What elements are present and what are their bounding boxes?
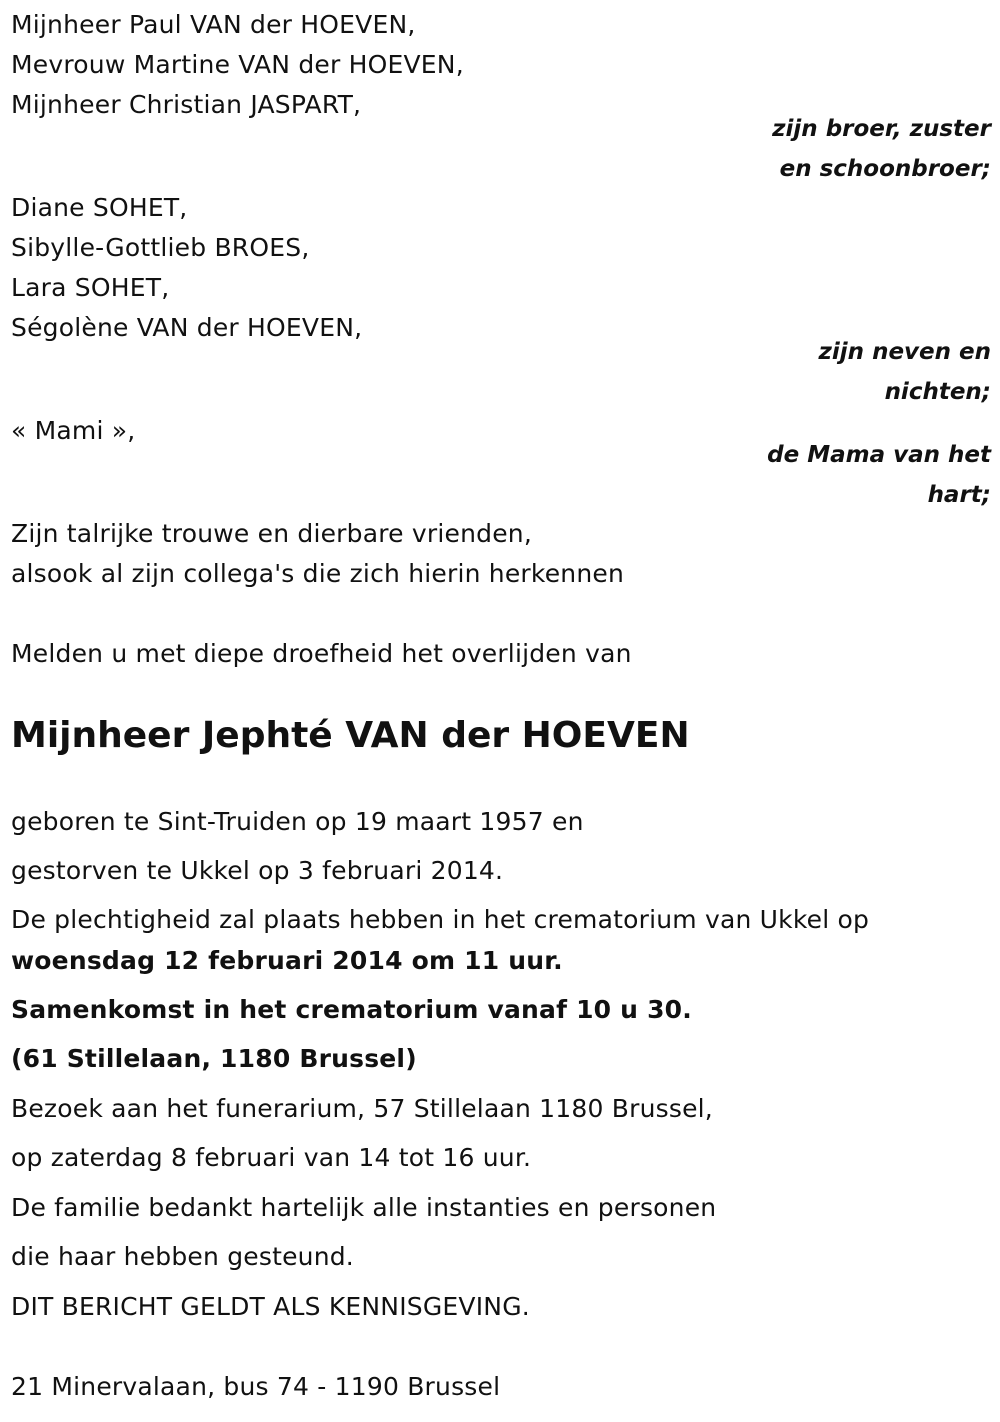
family-line: Ségolène VAN der HOEVEN, <box>11 313 363 342</box>
detail-line: gestorven te Ukkel op 3 februari 2014. <box>11 856 504 885</box>
relation-line: nichten; <box>884 379 991 405</box>
visit-line: De familie bedankt hartelijk alle instanties en personen <box>11 1193 717 1222</box>
friends-line: Zijn talrijke trouwe en dierbare vrienden, <box>11 519 532 548</box>
gathering-time: Samenkomst in het crematorium vanaf 10 u 30. <box>11 995 692 1024</box>
relation-line: zijn broer, zuster <box>772 116 991 142</box>
deceased-name: Mijnheer Jephté VAN der HOEVEN <box>11 715 690 756</box>
relation-line: hart; <box>927 482 991 508</box>
notice-statement: DIT BERICHT GELDT ALS KENNISGEVING. <box>11 1292 530 1321</box>
family-line: Diane SOHET, <box>11 193 188 222</box>
friends-line: alsook al zijn collega's die zich hierin herkennen <box>11 559 624 588</box>
relation-line: zijn neven en <box>818 339 991 365</box>
family-line: Sibylle-Gottlieb BROES, <box>11 233 310 262</box>
ceremony-address: (61 Stillelaan, 1180 Brussel) <box>11 1044 417 1073</box>
detail-line: geboren te Sint-Truiden op 19 maart 1957 en <box>11 807 584 836</box>
relation-label <box>691 109 991 189</box>
relation-label <box>691 332 991 412</box>
family-line: Mijnheer Christian JASPART, <box>11 90 362 119</box>
announcement-line: Melden u met diepe droefheid het overlijden van <box>11 639 632 668</box>
relation-line: en schoonbroer; <box>779 156 991 182</box>
visit-line: die haar hebben gesteund. <box>11 1242 354 1271</box>
relation-line: de Mama van het <box>767 442 991 468</box>
visit-line: Bezoek aan het funerarium, 57 Stillelaan 1180 Brussel, <box>11 1094 713 1123</box>
family-line: « Mami », <box>11 416 136 445</box>
family-address: 21 Minervalaan, bus 74 - 1190 Brussel <box>11 1372 501 1401</box>
detail-line: De plechtigheid zal plaats hebben in het crematorium van Ukkel op <box>11 905 870 934</box>
relation-label <box>691 435 991 515</box>
family-line: Mijnheer Paul VAN der HOEVEN, <box>11 10 416 39</box>
visit-line: op zaterdag 8 februari van 14 tot 16 uur. <box>11 1143 532 1172</box>
family-line: Lara SOHET, <box>11 273 170 302</box>
ceremony-date: woensdag 12 februari 2014 om 11 uur. <box>11 946 563 975</box>
family-line: Mevrouw Martine VAN der HOEVEN, <box>11 50 464 79</box>
